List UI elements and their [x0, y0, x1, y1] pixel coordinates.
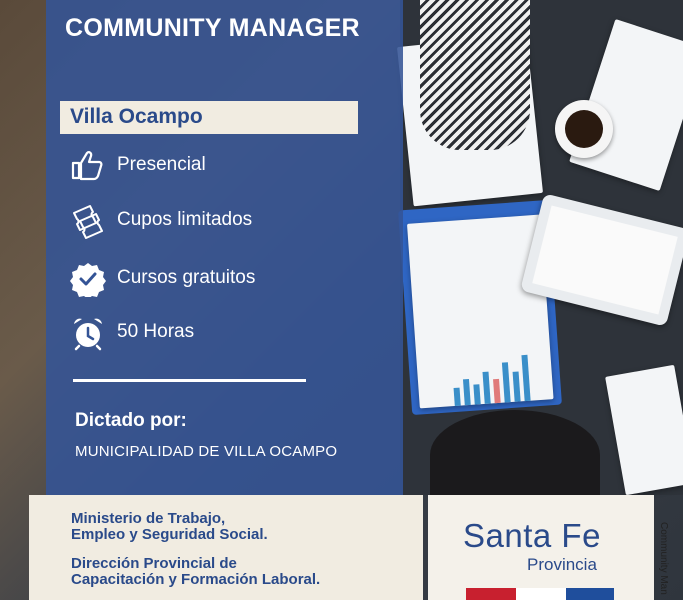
feature-label: Cursos gratuitos	[117, 267, 256, 288]
santa-fe-logo-text: Santa Fe	[463, 517, 601, 554]
feature-cost	[70, 261, 370, 297]
location-label: Villa Ocampo	[70, 105, 203, 128]
direction-line-2: Capacitación y Formación Laboral.	[71, 571, 321, 588]
feature-label: Cupos limitados	[117, 209, 253, 230]
provincia-logo-text: Provincia	[527, 555, 597, 574]
alarm-clock-icon	[70, 315, 106, 351]
ministry-line-2: Empleo y Seguridad Social.	[71, 526, 268, 543]
ticket-icon	[70, 203, 106, 239]
feature-label: 50 Horas	[117, 321, 195, 342]
organizer-name: MUNICIPALIDAD DE VILLA OCAMPO	[75, 443, 338, 460]
course-title: COMMUNITY MANAGER	[65, 14, 360, 42]
thumbs-up-icon	[70, 148, 106, 184]
feature-duration	[70, 315, 370, 351]
direction-line-1: Dirección Provincial de	[71, 555, 237, 572]
flag-stripe-blue	[566, 588, 614, 600]
feature-modality	[70, 148, 370, 184]
check-badge-icon	[70, 261, 106, 297]
side-caption: Community Man	[658, 522, 669, 595]
flag-stripe-red	[466, 588, 516, 600]
feature-label: Presencial	[117, 154, 206, 175]
flag-stripe-white	[516, 588, 566, 600]
location-badge	[60, 101, 358, 134]
divider	[73, 379, 306, 382]
coffee-cup	[555, 100, 613, 158]
organizer-heading: Dictado por:	[75, 410, 187, 431]
person-arm	[420, 0, 530, 150]
ministry-line-1: Ministerio de Trabajo,	[71, 510, 226, 527]
feature-capacity	[70, 203, 370, 239]
person-head	[430, 410, 600, 500]
